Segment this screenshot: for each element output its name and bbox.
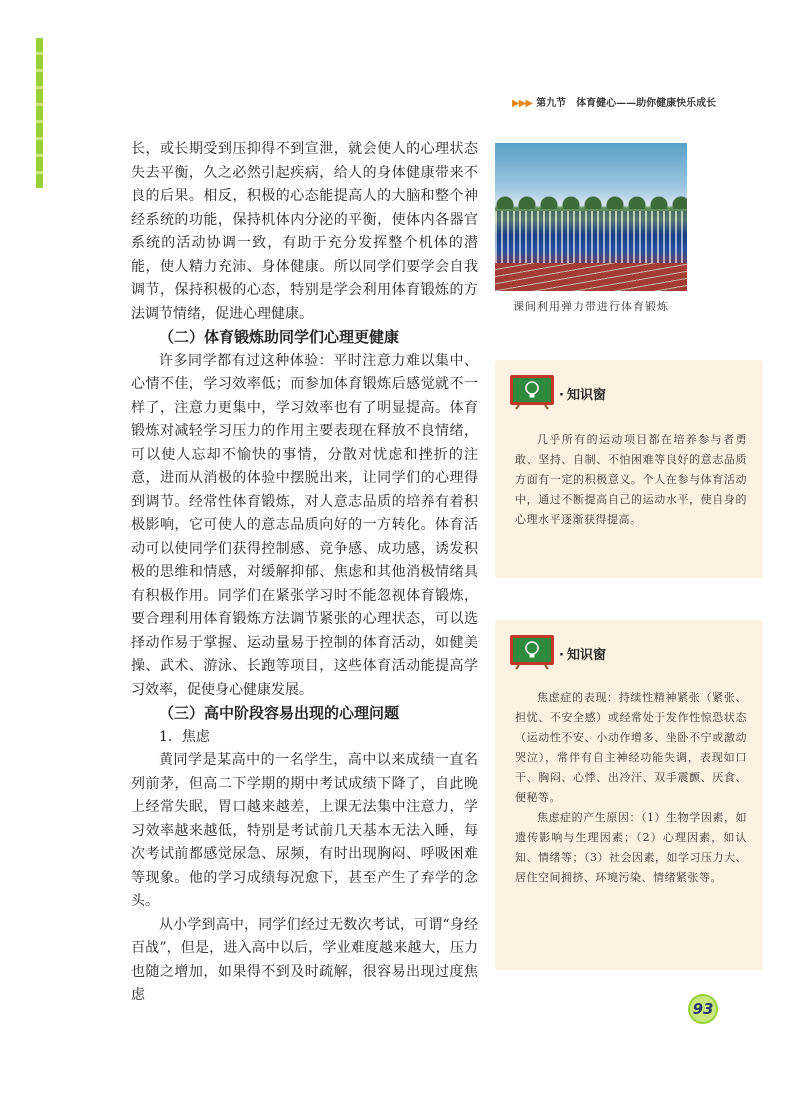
exercise-photo — [495, 143, 687, 291]
knowledge-window-title: 知识窗 — [566, 648, 606, 663]
header-arrows-icon: ▶▶▶ — [512, 98, 533, 109]
knowledge-window-2: · 知识窗 焦虑症的表现：持续性精神紧张（紧张、担忧、不安全感）或经常处于发作性惊恐状态（运动性不安、小动作增多、坐卧不宁或激动哭泣），常伴有自主神经功能失调，表现如口干、胸闷、心悸、出冷汗、双手震颤、厌食、便秘等。 焦虑症的产生原因：（1）生物学因素，如遗传影响与生理因素；（2）心理因素，如认知、情绪等；（3）社会因素，如学习压力大、居住空间拥挤、环境污染、情绪紧张等。 — [495, 620, 763, 970]
margin-color-bar — [36, 38, 43, 188]
chalkboard-lightbulb-icon — [509, 634, 555, 670]
knowledge-window-1: · 知识窗 几乎所有的运动项目都在培养参与者勇敢、坚持、自制、不怕困难等良好的意志品质方面有一定的积极意义。个人在参与体育活动中，通过不断提高自己的运动水平，使自身的心理水平逐渐获得提高。 — [495, 360, 763, 578]
paragraph-1: 长，或长期受到压抑得不到宣泄，就会使人的心理状态失去平衡，久之必然引起疾病，给人的身体健康带来不良的后果。相反，积极的心态能提高人的大脑和整个神经系统的功能，保持机体内分泌的平衡，使体内各器官系统的活动协调一致，有助于充分发挥整个机体的潜能，使人精力充沛、身体健康。所以同学们要学会自我调节，保持积极的心态，特别是学会利用体育锻炼的方法调节情绪，促进心理健康。 — [131, 141, 478, 322]
main-text-column — [131, 138, 478, 1008]
subheading-anxiety: 1．焦虑 — [159, 728, 210, 745]
header-title: 体育健心——助你健康快乐成长 — [576, 98, 717, 109]
knowledge-window-text: 几乎所有的运动项目都在培养参与者勇敢、坚持、自制、不怕困难等良好的意志品质方面有一定的积极意义。个人在参与体育活动中，通过不断提高自己的运动水平，使自身的心理水平逐渐获得提高。 — [515, 433, 747, 526]
running-header — [512, 94, 752, 108]
anxiety-symptoms-text: 焦虑症的表现：持续性精神紧张（紧张、担忧、不安全感）或经常处于发作性惊恐状态（运动性不安、小动作增多、坐卧不宁或激动哭泣），常伴有自主神经功能失调，表现如口干、胸闷、心悸、出冷汗、双手震颤、厌食、便秘等。 — [515, 691, 747, 804]
page-number: 93 — [688, 994, 718, 1024]
paragraph-4: 从小学到高中，同学们经过无数次考试，可谓“身经百战”，但是，进入高中以后，学业难度越来越大，压力也随之增加，如果得不到及时疏解，很容易出现过度焦虑 — [131, 916, 478, 1003]
knowledge-window-title: 知识窗 — [566, 388, 606, 403]
chalkboard-lightbulb-icon — [509, 374, 555, 410]
heading-section-2: （二）体育锻炼助同学们心理更健康 — [159, 328, 400, 346]
paragraph-2: 许多同学都有过这种体验：平时注意力难以集中、心情不佳，学习效率低；而参加体育锻炼后感觉就不一样了，注意力更集中，学习效率也有了明显提高。体育锻炼对减轻学习压力的作用主要表现在释放不良情绪，可以使人忘却不愉快的事情，分散对忧虑和挫折的注意，进而从消极的体验中摆脱出来，让同学们的心理得到调节。经常性体育锻炼，对人意志品质的培养有着积极影响，它可使人的意志品质向好的一方转化。体育活动可以使同学们获得控制感、竞争感、成功感，诱发积极的思维和情感，对缓解抑郁、焦虑和其他消极情绪具有积极作用。同学们在紧张学习时不能忽视体育锻炼，要合理利用体育锻炼方法调节紧张的心理状态，可以选择动作易于掌握、运动量易于控制的体育活动，如健美操、武术、游泳、长跑等项目，这些体育活动能提高学习效率，促使身心健康发展。 — [131, 352, 478, 698]
heading-section-3: （三）高中阶段容易出现的心理问题 — [159, 704, 400, 722]
photo-caption: 课间利用弹力带进行体育锻炼 — [513, 300, 669, 313]
anxiety-causes-text: 焦虑症的产生原因：（1）生物学因素，如遗传影响与生理因素；（2）心理因素，如认知、情绪等；（3）社会因素，如学习压力大、居住空间拥挤、环境污染、情绪紧张等。 — [515, 811, 747, 884]
header-section: 第九节 — [536, 98, 567, 109]
paragraph-3: 黄同学是某高中的一名学生，高中以来成绩一直名列前茅，但高二下学期的期中考试成绩下降了，自此晚上经常失眠，胃口越来越差，上课无法集中注意力，学习效率越来越低，特别是考试前几天基本无法入睡，每次考试前都感觉尿急、尿频，有时出现胸闷、呼吸困难等现象。他的学习成绩每况愈下，甚至产生了弃学的念头。 — [131, 752, 478, 909]
